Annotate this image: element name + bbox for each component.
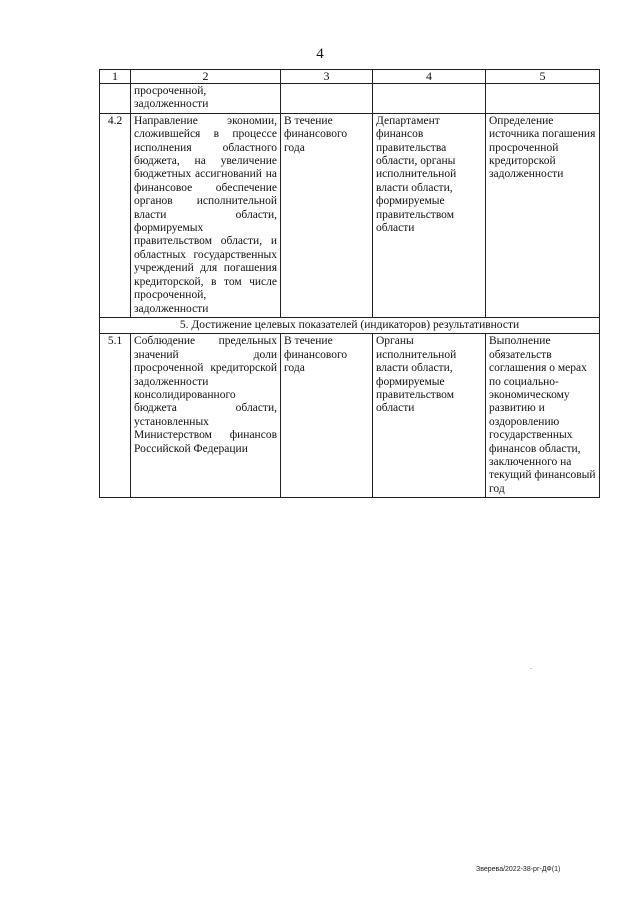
table-row-5-1 <box>100 334 600 498</box>
measures-table <box>99 69 600 498</box>
page-number: 4 <box>316 46 324 62</box>
section-title: 5. Достижение целевых показателей (индикаторов) результативности <box>100 317 600 333</box>
column-header-2: 2 <box>131 70 281 84</box>
scan-speck <box>530 668 532 669</box>
section-5-row <box>100 317 600 333</box>
responsible-cell: Органы исполнительной власти области, формируемые правительством области <box>373 334 486 498</box>
column-header-5: 5 <box>486 70 600 84</box>
table-row-continuation <box>100 84 600 114</box>
continuation-col3-cell <box>281 84 373 114</box>
continuation-col5-cell <box>486 84 600 114</box>
footer-document-code: Зверева/2022-38-рг-ДФ(1) <box>476 866 561 873</box>
expected-result-cell: Выполнение обязательств соглашения о мерах по социально-экономическому развитию и оздоровлению государственных финансов области, заключенного на текущий финансовый год <box>486 334 600 498</box>
continuation-col4-cell <box>373 84 486 114</box>
table-row-4-2 <box>100 113 600 317</box>
column-header-4: 4 <box>373 70 486 84</box>
measure-description: Направление экономии, сложившейся в процессе исполнения областного бюджета, на увеличение бюджетных ассигнований на финансовое обеспечение органов исполнительной власти области, формируемых правительством области, и областных государственных учреждений для погашения кредиторской, в том числе просроченной, задолженности <box>131 113 281 317</box>
column-header-1: 1 <box>100 70 131 84</box>
expected-result-cell: Определение источника погашения просроченной кредиторской задолженности <box>486 113 600 317</box>
continuation-text-cell: просроченной, задолженности <box>131 84 281 114</box>
table-header-row <box>100 70 600 84</box>
continuation-num-cell <box>100 84 131 114</box>
deadline-cell: В течение финансового года <box>281 334 373 498</box>
measure-description: Соблюдение предельных значений доли просроченной кредиторской задолженности консолидированного бюджета области, установленных Министерством финансов Российской Федерации <box>131 334 281 498</box>
deadline-cell: В течение финансового года <box>281 113 373 317</box>
row-number: 4.2 <box>100 113 131 317</box>
row-number: 5.1 <box>100 334 131 498</box>
responsible-cell: Департамент финансов правительства области, органы исполнительной власти области, формируемые правительством области <box>373 113 486 317</box>
column-header-3: 3 <box>281 70 373 84</box>
